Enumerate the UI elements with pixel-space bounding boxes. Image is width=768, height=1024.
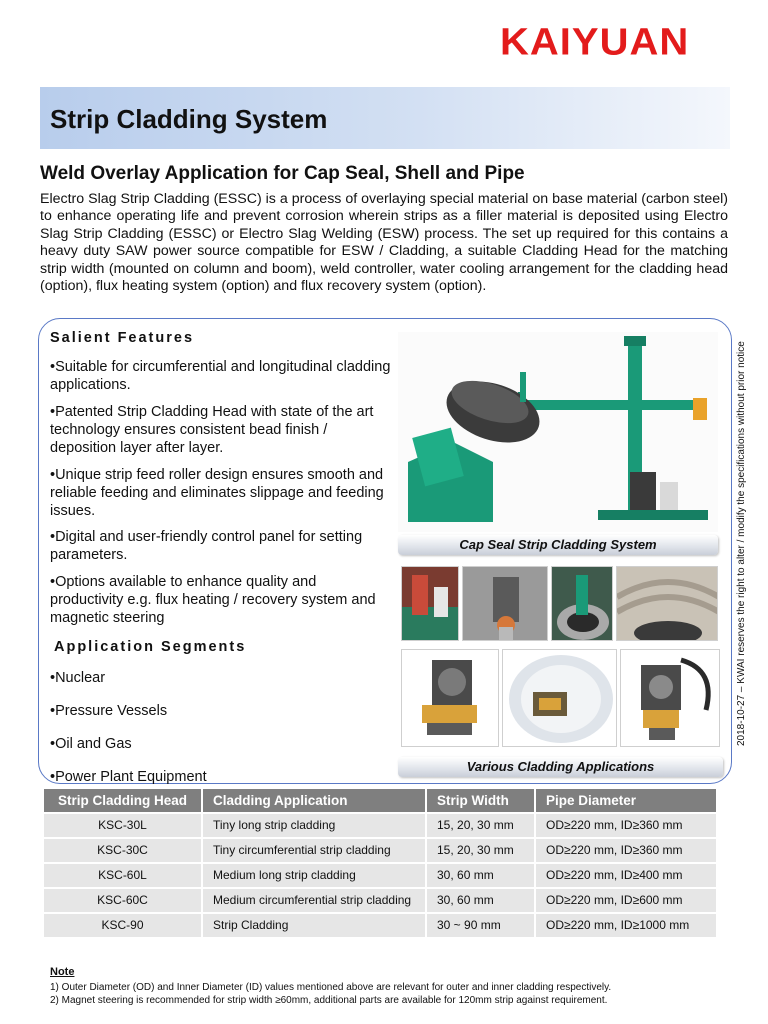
- cell-application: Strip Cladding: [203, 914, 427, 937]
- cell-diameter: OD≥220 mm, ID≥400 mm: [536, 864, 718, 887]
- cladding-head-photo-2: [502, 649, 617, 747]
- note-title: Note: [50, 966, 75, 978]
- cell-diameter: OD≥220 mm, ID≥1000 mm: [536, 914, 718, 937]
- section-subheading: Weld Overlay Application for Cap Seal, Shell and Pipe: [40, 163, 525, 184]
- cell-model: KSC-60C: [44, 889, 203, 912]
- cell-width: 15, 20, 30 mm: [427, 814, 536, 837]
- table-row: [44, 839, 718, 862]
- side-disclaimer: 2018-10-27 – KWAI reserves the right to alter / modify the specifications without prior notice: [736, 341, 747, 746]
- cell-application: Medium circumferential strip cladding: [203, 889, 427, 912]
- cell-model: KSC-30C: [44, 839, 203, 862]
- cell-width: 30, 60 mm: [427, 864, 536, 887]
- cell-width: 30 ~ 90 mm: [427, 914, 536, 937]
- note-line: 2) Magnet steering is recommended for strip width ≥60mm, additional parts are available for 120mm strip against requirement.: [50, 995, 608, 1006]
- feature-item: •Patented Strip Cladding Head with state of the art technology ensures consistent bead finish / deposition layer after layer.: [50, 404, 374, 456]
- cell-diameter: OD≥220 mm, ID≥360 mm: [536, 814, 718, 837]
- cap-seal-machine-photo: [398, 332, 718, 532]
- table-row: [44, 914, 718, 937]
- salient-features-title: Salient Features: [50, 330, 195, 346]
- process-photo-1: [401, 566, 459, 641]
- cladding-head-photo-3: [620, 649, 720, 747]
- header-strip-width: Strip Width: [427, 789, 536, 812]
- intro-paragraph: Electro Slag Strip Cladding (ESSC) is a process of overlaying special material on base material (carbon steel) to enhance operating life and prevent corrosion wherein strips as a filler material is deposited using Electro Slag Strip Cladding (ESSC) or Electro Slag Welding (ESW) process. The set up required for this contains a heavy duty SAW power source compatible for ESW / Cladding, a suitable Cladding Head for the matching strip width (mounted on column and boom), weld controller, water cooling arrangement for the cladding head (option), flux heating system (option) and flux recovery system (option).: [40, 191, 728, 295]
- application-segments-title: Application Segments: [54, 639, 247, 655]
- segment-item: •Oil and Gas: [50, 736, 132, 752]
- segment-item: •Power Plant Equipment: [50, 769, 207, 785]
- segment-item: •Nuclear: [50, 670, 106, 686]
- table-row: [44, 864, 718, 887]
- page-title: Strip Cladding System: [50, 104, 328, 134]
- cell-diameter: OD≥220 mm, ID≥360 mm: [536, 839, 718, 862]
- process-photo-4: [616, 566, 718, 641]
- kaiyuan-logo: KAIYUAN: [500, 21, 690, 63]
- cell-application: Tiny circumferential strip cladding: [203, 839, 427, 862]
- cell-model: KSC-30L: [44, 814, 203, 837]
- cap-seal-caption: Cap Seal Strip Cladding System: [398, 535, 718, 555]
- applications-caption: Various Cladding Applications: [398, 757, 723, 777]
- feature-item: •Unique strip feed roller design ensures smooth and reliable feeding and eliminates slippage and feeding issues.: [50, 467, 384, 519]
- spec-table: [44, 787, 718, 939]
- cell-model: KSC-90: [44, 914, 203, 937]
- title-banner: [40, 87, 730, 149]
- cell-width: 30, 60 mm: [427, 889, 536, 912]
- segment-item: •Pressure Vessels: [50, 703, 168, 719]
- process-photo-2: [462, 566, 548, 641]
- note-line: 1) Outer Diameter (OD) and Inner Diameter (ID) values mentioned above are relevant for outer and inner cladding respectively.: [50, 982, 612, 993]
- feature-item: •Options available to enhance quality and productivity e.g. flux heating / recovery system and magnetic steering: [50, 574, 376, 626]
- feature-item: •Suitable for circumferential and longitudinal cladding applications.: [50, 359, 391, 393]
- cell-width: 15, 20, 30 mm: [427, 839, 536, 862]
- header-cladding-application: Cladding Application: [203, 789, 427, 812]
- cell-diameter: OD≥220 mm, ID≥600 mm: [536, 889, 718, 912]
- cladding-head-photo-1: [401, 649, 499, 747]
- table-header-row: [44, 789, 718, 812]
- header-cladding-head: Strip Cladding Head: [44, 789, 203, 812]
- table-row: [44, 814, 718, 837]
- cell-application: Tiny long strip cladding: [203, 814, 427, 837]
- cell-application: Medium long strip cladding: [203, 864, 427, 887]
- table-row: [44, 889, 718, 912]
- cell-model: KSC-60L: [44, 864, 203, 887]
- feature-item: •Digital and user-friendly control panel for setting parameters.: [50, 529, 363, 563]
- header-pipe-diameter: Pipe Diameter: [536, 789, 718, 812]
- process-photo-3: [551, 566, 613, 641]
